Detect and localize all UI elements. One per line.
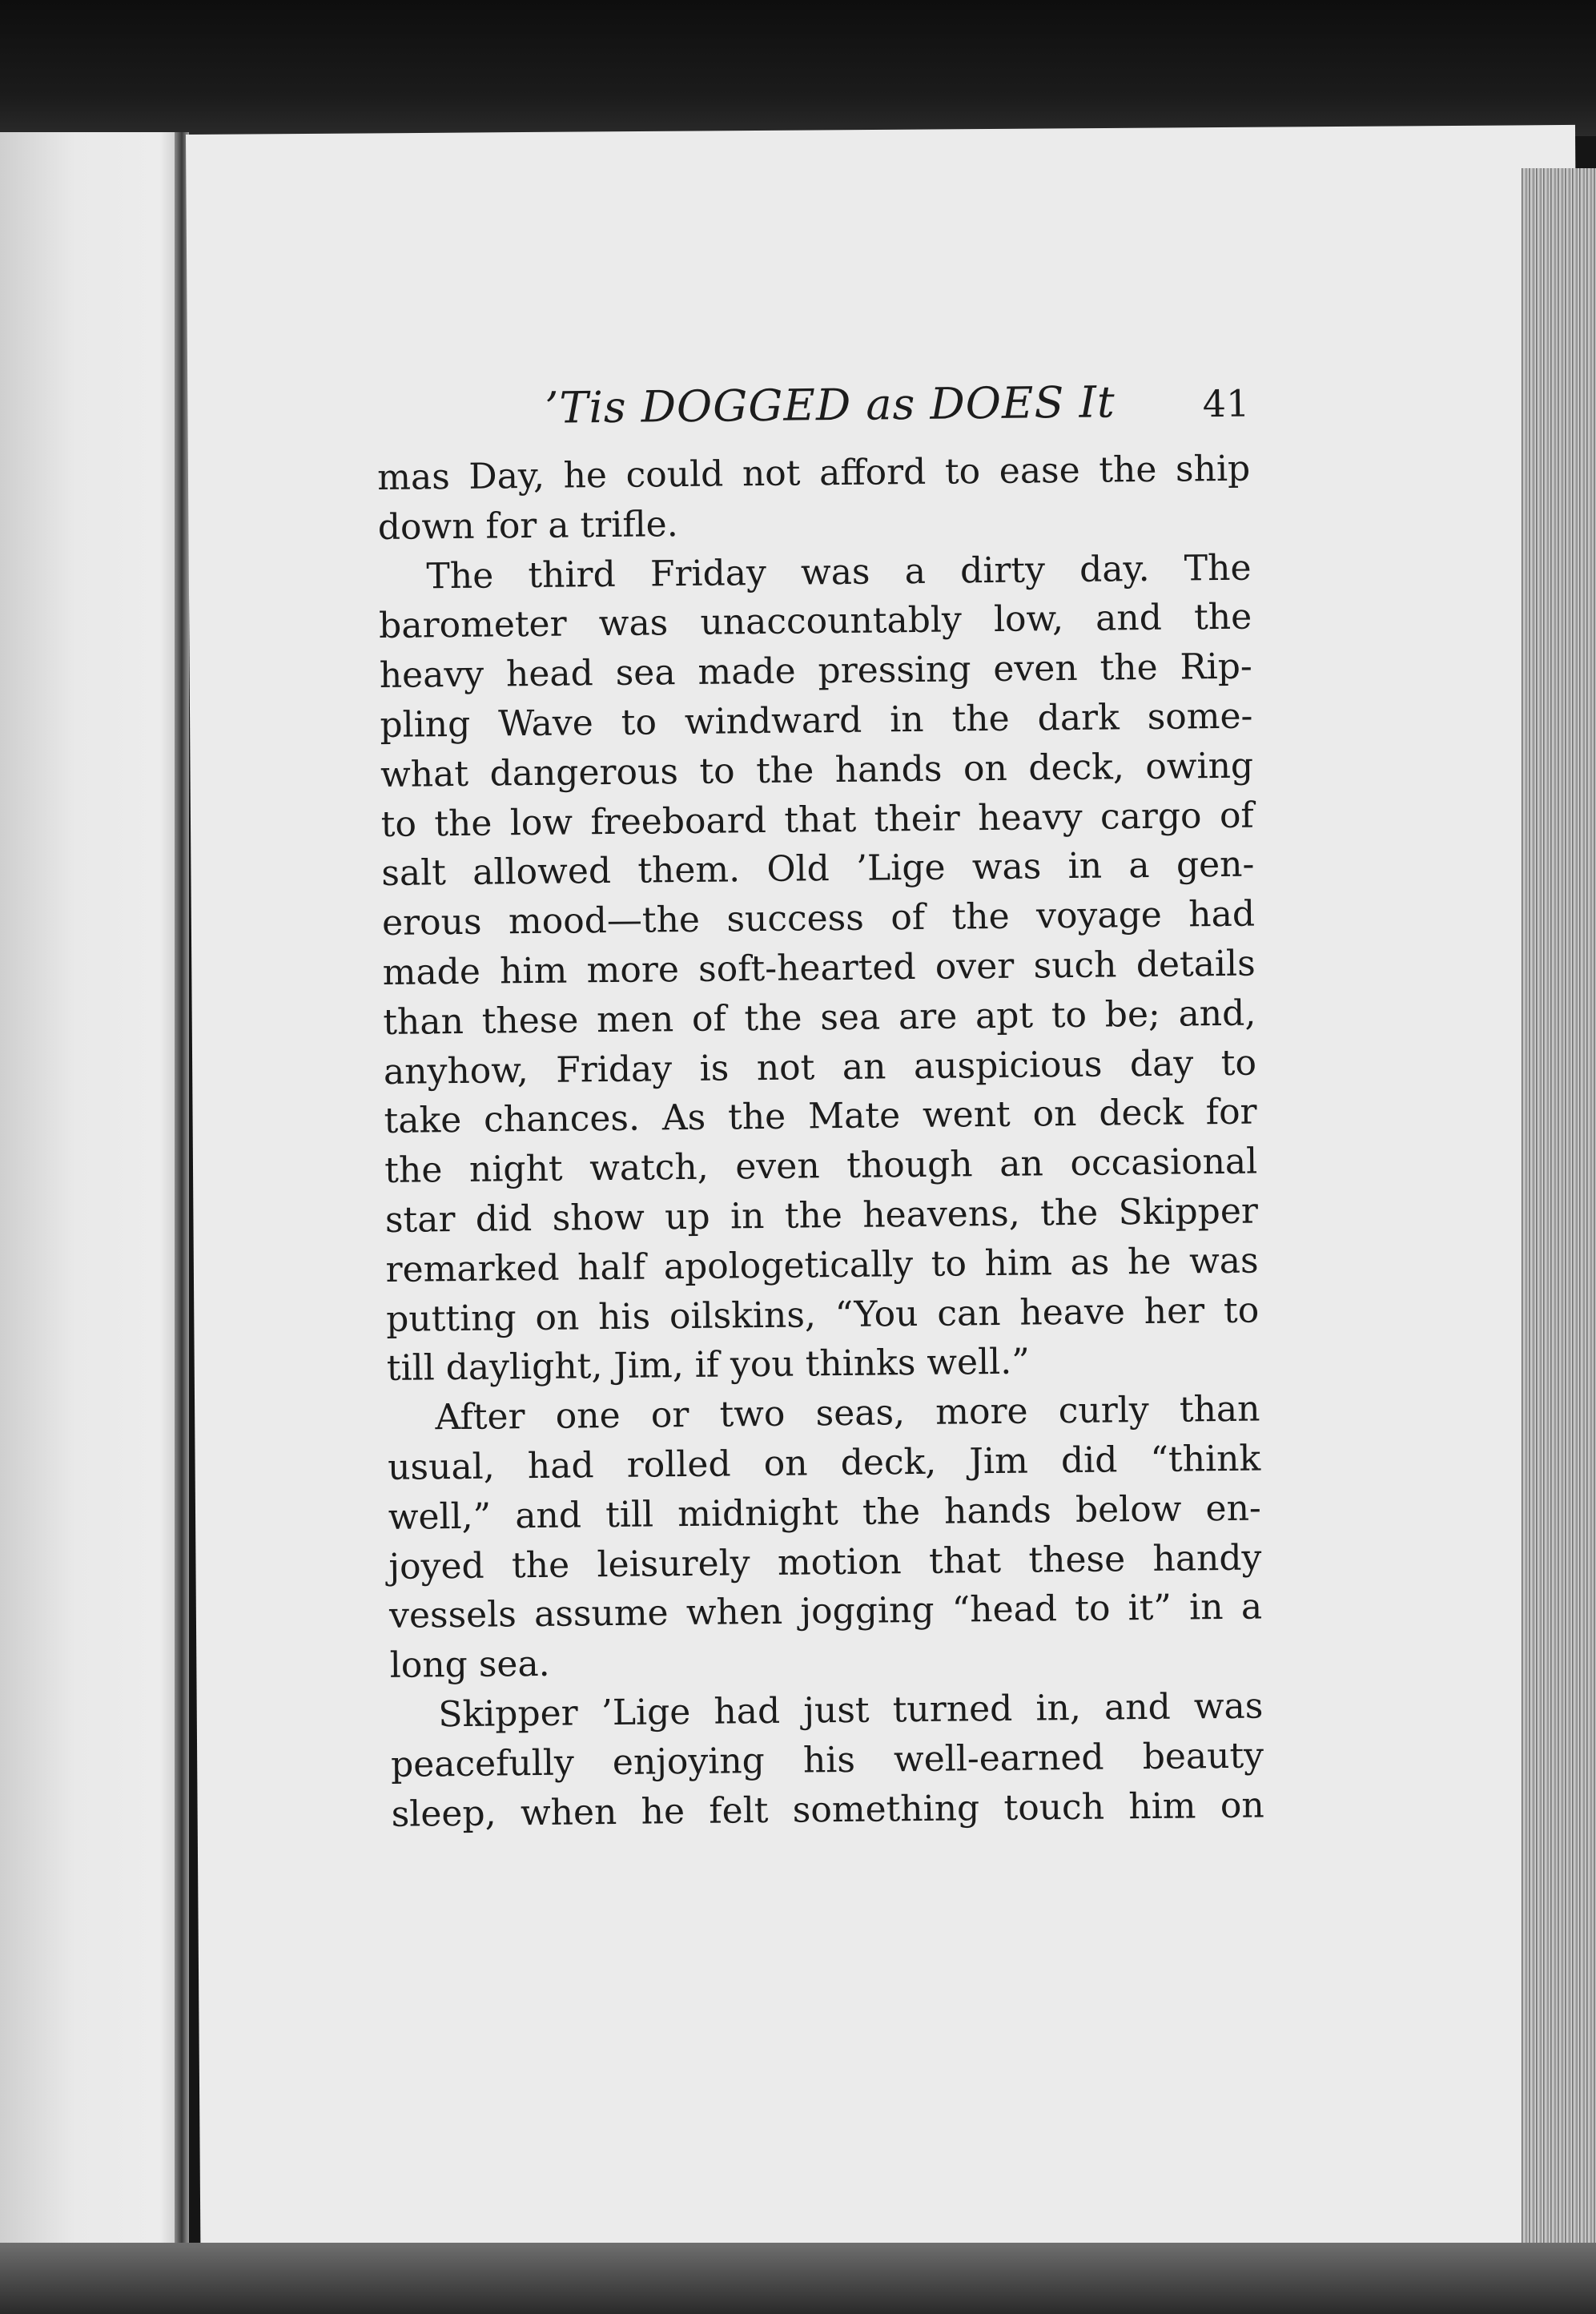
page-number: 41 (1202, 381, 1250, 426)
text-line: anyhow, Friday is not an auspicious day to (383, 1042, 1257, 1093)
text-line: than these men of the sea are apt to be; and, (383, 992, 1256, 1043)
text-line: heavy head sea made pressing even the Rip- (379, 646, 1253, 697)
text-line: putting on his oilskins, “You can heave her to (385, 1290, 1260, 1340)
text-line: till daylight, Jim, if you thinks well.” (386, 1341, 1030, 1390)
text-line: pling Wave to windward in the dark some- (380, 695, 1253, 746)
text-line: take chances. As the Mate went on deck for (384, 1091, 1257, 1142)
scanner-background-top (0, 0, 1596, 136)
text-line: what dangerous to the hands on deck, owing (380, 745, 1254, 795)
text-line: mas Day, he could not afford to ease the ship (376, 448, 1251, 498)
text-line: The third Friday was a dirty day. The (426, 547, 1252, 597)
text-line: After one or two seas, more curly than (435, 1388, 1260, 1439)
running-head (376, 376, 1250, 449)
text-line: barometer was unaccountably low, and the (378, 596, 1252, 647)
page-stack-edges (1522, 168, 1596, 2299)
text-line: star did show up in the heavens, the Skipper (384, 1190, 1259, 1241)
text-line: joyed the leisurely motion that these handy (388, 1537, 1262, 1588)
text-line: the night watch, even though an occasional (384, 1141, 1258, 1192)
text-line: made him more soft-hearted over such details (382, 943, 1256, 993)
text-line: erous mood—the success of the voyage had (381, 893, 1256, 944)
book-gutter (175, 132, 189, 2247)
text-line: long sea. (389, 1643, 550, 1687)
text-line: peacefully enjoying his well-earned beauty (390, 1735, 1264, 1785)
text-line: remarked half apologetically to him as he was (385, 1240, 1259, 1290)
text-line: well,” and till midnight the hands below en- (388, 1487, 1262, 1538)
text-line: down for a trifle. (377, 503, 678, 548)
text-line: vessels assume when jogging “head to it” in a (388, 1586, 1263, 1637)
text-line: usual, had rolled on deck, Jim did “think (387, 1438, 1261, 1488)
text-line: sleep, when he felt something touch him on (391, 1785, 1264, 1835)
text-line: Skipper ’Lige had just turned in, and was (438, 1685, 1264, 1736)
text-line: salt allowed them. Old ’Lige was in a gen- (381, 843, 1255, 895)
text-line: to the low freeboard that their heavy cargo of (380, 795, 1254, 845)
body-text (377, 445, 1264, 1840)
scanner-background-bottom (0, 2243, 1596, 2314)
page-text-block (376, 376, 1264, 1840)
facing-page-edge (0, 132, 188, 2247)
running-title: ’Tis DOGGED as DOES It (544, 376, 1116, 433)
